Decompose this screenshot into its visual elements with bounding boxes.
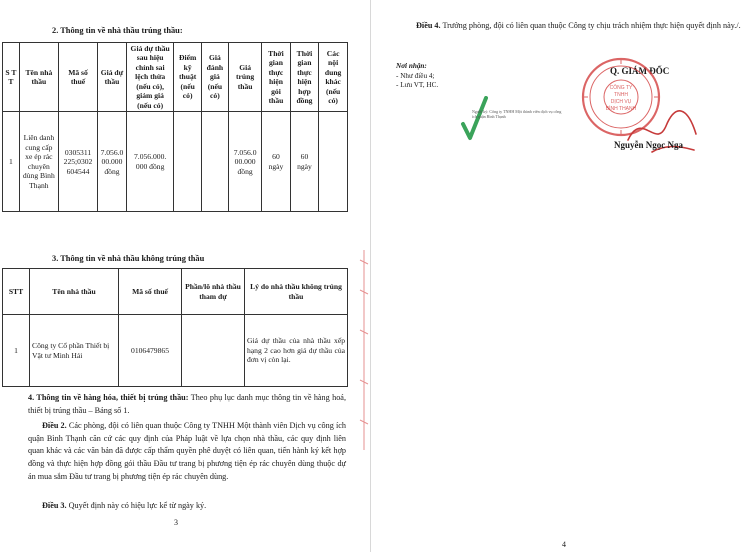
cell-stt: 1 bbox=[3, 315, 30, 387]
table-header-row bbox=[3, 43, 348, 112]
col-tech-score: Điểm kỹ thuật (nếu có) bbox=[174, 43, 201, 112]
recipient-item: - Như điều 4; bbox=[396, 71, 435, 80]
col-package-duration: Thời gian thực hiện gói thầu bbox=[262, 43, 290, 112]
col-stt: S T T bbox=[3, 43, 20, 112]
signer-name: Nguyễn Ngọc Nga bbox=[614, 140, 683, 150]
digital-signature-meta: Người ký: Công ty TNHH Một thành viên dịch vụ công ích quận Bình Thạnh bbox=[472, 109, 562, 119]
col-stt: STT bbox=[3, 269, 30, 315]
col-bidder-name: Tên nhà thầu bbox=[30, 269, 119, 315]
section4-paragraph bbox=[28, 392, 346, 417]
recipients-label: Nơi nhận: bbox=[396, 62, 427, 70]
dieu3-label: Điều 3. bbox=[42, 501, 67, 510]
dieu4-label: Điều 4. bbox=[416, 21, 441, 30]
svg-text:TNHH: TNHH bbox=[614, 92, 628, 98]
col-other: Các nội dung khác (nếu có) bbox=[319, 43, 348, 112]
col-bid-price: Giá dự thầu bbox=[98, 43, 127, 112]
winning-bidder-table bbox=[2, 42, 348, 212]
cell-tax-code: 0106479865 bbox=[119, 315, 182, 387]
col-reason: Lý do nhà thầu không trúng thầu bbox=[245, 269, 348, 315]
svg-text:DỊCH VỤ: DỊCH VỤ bbox=[610, 99, 632, 105]
dieu2-label: Điều 2. bbox=[42, 421, 67, 430]
cell-tech-score bbox=[174, 112, 201, 212]
cell-tax-code: 0305311 225;0302 604544 bbox=[58, 112, 97, 212]
col-winning-price: Giá trúng thầu bbox=[228, 43, 261, 112]
dieu3-text: Quyết định này có hiệu lực kể từ ngày ký. bbox=[68, 501, 207, 510]
cell-reason: Giá dự thầu của nhà thầu xếp hạng 2 cao hơn giá dự thầu của đơn vị còn lại. bbox=[245, 315, 348, 387]
dieu2-paragraph bbox=[28, 420, 346, 484]
page-number: 3 bbox=[174, 518, 178, 527]
cell-bidder-name: Liên danh cung cấp xe ép rác chuyên dùng Bình Thạnh bbox=[19, 112, 58, 212]
recipients-block bbox=[396, 62, 438, 91]
cell-package-duration: 60 ngày bbox=[262, 112, 290, 212]
section3-title: 3. Thông tin về nhà thầu không trúng thầu bbox=[52, 254, 205, 263]
table-row bbox=[3, 315, 348, 387]
section4-title: 4. Thông tin về hàng hóa, thiết bị trúng thầu: bbox=[28, 393, 189, 402]
col-eval-price: Giá đánh giá (nếu có) bbox=[201, 43, 228, 112]
col-tax-code: Mã số thuế bbox=[58, 43, 97, 112]
page-4 bbox=[372, 0, 744, 552]
section4-text: Theo phụ lục danh mục thông tin về hàng hoá, thiết bị trúng thầu – Bảng số 1. bbox=[28, 393, 346, 415]
dieu2-text: Các phòng, đội có liên quan thuộc Công ty TNHH Một thành viên Dịch vụ công ích quận Bình Thạnh căn cứ các quy định của Pháp luật về lựa chọn nhà thầu, các quy định liên quan khác và các văn bản đã được cấp thẩm quyền phê duyệt có liên quan, tiến hành ký kết hợp đồng và thực hiện hợp đồng gói thầu Đầu tư trang bị phương tiện ép rác chuyên dùng thuộc dự án mua sắm Đầu tư trang bị phương tiện ép rác chuyên dùng. bbox=[28, 421, 347, 481]
cell-contract-duration: 60 ngày bbox=[290, 112, 319, 212]
cell-eval-price bbox=[201, 112, 228, 212]
col-contract-duration: Thời gian thực hiện hợp đồng bbox=[290, 43, 319, 112]
dieu4-paragraph bbox=[396, 20, 742, 33]
page-divider bbox=[370, 0, 371, 552]
cell-bidder-name: Công ty Cổ phần Thiết bị Vật tư Minh Hải bbox=[30, 315, 119, 387]
section2-title: 2. Thông tin về nhà thầu trúng thầu: bbox=[52, 26, 183, 35]
svg-text:BÌNH THẠNH: BÌNH THẠNH bbox=[605, 106, 637, 112]
cell-winning-price: 7.056.0 00.000 đồng bbox=[228, 112, 261, 212]
col-tax-code: Mã số thuế bbox=[119, 269, 182, 315]
page-edge-stamp-fragment bbox=[350, 250, 370, 450]
col-lot: Phần/lô nhà thầu tham dự bbox=[182, 269, 245, 315]
cell-other bbox=[319, 112, 348, 212]
col-bidder-name: Tên nhà thầu bbox=[19, 43, 58, 112]
handwritten-signature bbox=[622, 100, 702, 160]
recipient-item: - Lưu VT, HC. bbox=[396, 81, 439, 90]
cell-bid-price: 7.056.0 00.000 đồng bbox=[98, 112, 127, 212]
col-adjusted-price: Giá dự thầu sau hiệu chỉnh sai lệch thừa (nếu có), giảm giá (nếu có) bbox=[126, 43, 174, 112]
table-row bbox=[3, 112, 348, 212]
cell-lot bbox=[182, 315, 245, 387]
losing-bidder-table bbox=[2, 268, 348, 387]
table-header-row bbox=[3, 269, 348, 315]
cell-adjusted-price: 7.056.000. 000 đồng bbox=[126, 112, 174, 212]
dieu3-paragraph bbox=[42, 500, 342, 513]
dieu4-text: Trưởng phòng, đội có liên quan thuộc Công ty chịu trách nhiệm thực hiện quyết định này./. bbox=[442, 21, 741, 30]
signer-title: Q. GIÁM ĐỐC bbox=[610, 66, 670, 76]
page-number: 4 bbox=[562, 540, 566, 549]
svg-text:CÔNG TY: CÔNG TY bbox=[609, 85, 633, 91]
cell-stt: 1 bbox=[3, 112, 20, 212]
